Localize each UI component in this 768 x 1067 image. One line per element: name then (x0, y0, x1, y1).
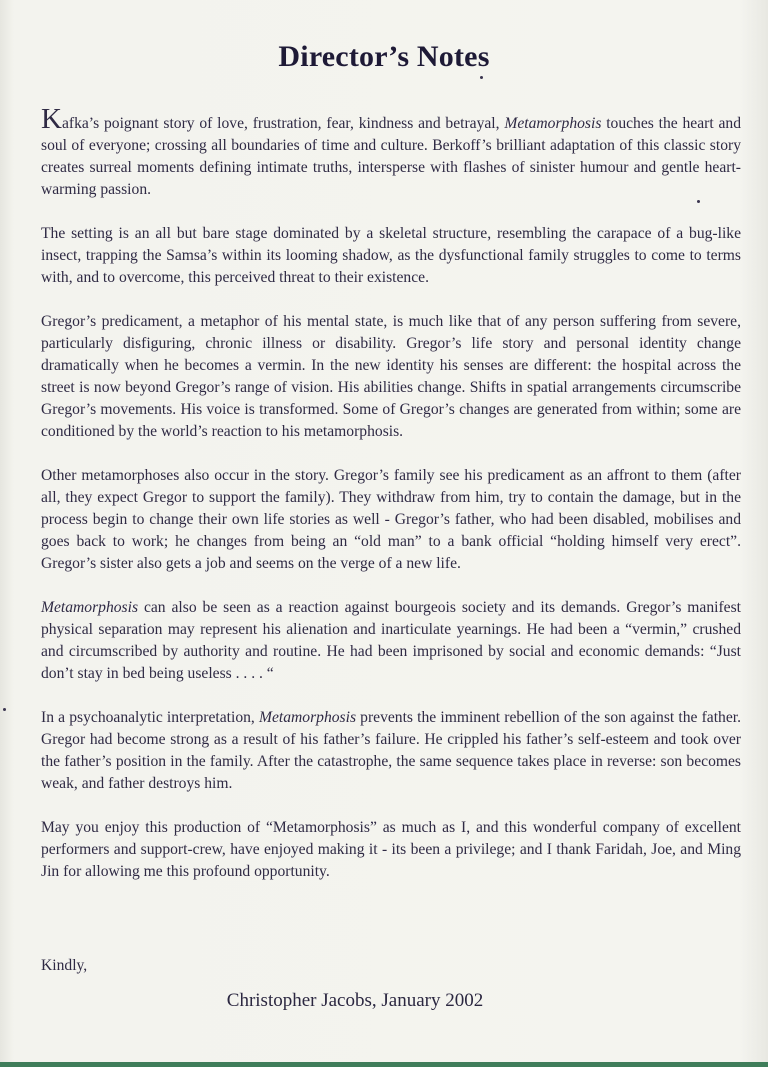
title-italic: Metamorphosis (504, 115, 602, 132)
paragraph-5-end: can also be seen as a reaction against bourgeois society and its demands. Gregor’s manifest physical separation may represent his alienation and inarticulate yearnings. He had been a “vermin,” crushed and circumscribed by authority and routine. He had been imprisoned by social and economic demands: “Just don’t stay in bed being useless . . . . “ (41, 599, 741, 682)
title-italic: Metamorphosis (258, 709, 357, 726)
paragraph-2: The setting is an all but bare stage dominated by a skeletal structure, resembling the carapace of a bug-like insect, trapping the Samsa’s within its looming shadow, as the dysfunctional family struggles to come to terms with, and to overcome, this perceived threat to their existence. (41, 225, 741, 286)
paragraph-5 (41, 597, 741, 685)
paragraph-1 (41, 103, 741, 201)
page-edge-band (0, 1062, 768, 1067)
signoff: Kindly, (41, 957, 88, 974)
scan-speck (480, 76, 483, 79)
scan-speck (697, 200, 700, 203)
notes-body (41, 103, 742, 905)
drop-cap: K (41, 103, 62, 135)
paragraph-7: May you enjoy this production of “Metamorphosis” as much as I, and this wonderful company of excellent performers and support-crew, have enjoyed making it - its been a privilege; and I thank Faridah, Joe, and Ming Jin for allowing me this profound opportunity. (41, 819, 741, 880)
paragraph-1-start: afka’s poignant story of love, frustration, fear, kindness and betrayal, (61, 115, 505, 132)
paragraph-1-end: touches the heart and soul of everyone; crossing all boundaries of time and culture. Berkoff’s brilliant adaptation of this classic story creates surreal moments defining intimate truths, intersperse with flashes of sinister humour and gentle heart-warming passion. (41, 115, 741, 198)
paragraph-6 (41, 707, 741, 795)
title-italic: Metamorphosis (41, 599, 139, 616)
scan-speck (3, 708, 6, 711)
paragraph-6-start: In a psychoanalytic interpretation, (41, 709, 259, 726)
paragraph-3: Gregor’s predicament, a metaphor of his mental state, is much like that of any person suffering from severe, particularly disfiguring, chronic illness or disability. Gregor’s life story and personal identity change dramatically when he becomes a vermin. In the new identity his senses are different: the hospital across the street is now beyond Gregor’s range of vision. His abilities change. Shifts in spatial arrangements circumscribe Gregor’s movements. His voice is transformed. Some of Gregor’s changes are generated from within; some are conditioned by the world’s reaction to his metamorphosis. (41, 313, 741, 440)
paragraph-4: Other metamorphoses also occur in the story. Gregor’s family see his predicament as an affront to them (after all, they expect Gregor to support the family). They withdraw from him, try to contain the damage, but in the process begin to change their own life stories as well - Gregor’s father, who had been disabled, mobilises and goes back to work; he changes from being an “old man” to a bank official “holding himself very erect”. Gregor’s sister also gets a job and seems on the verge of a new life. (41, 467, 741, 572)
page-title: Director’s Notes (278, 40, 490, 73)
paragraph-6-end: prevents the imminent rebellion of the son against the father. Gregor had become strong as a result of his father’s failure. He crippled his father’s self-esteem and took over the father’s position in the family. After the catastrophe, the same sequence takes place in reverse: son becomes weak, and father destroys him. (41, 709, 742, 792)
signature-line: Christopher Jacobs, January 2002 (226, 990, 484, 1011)
